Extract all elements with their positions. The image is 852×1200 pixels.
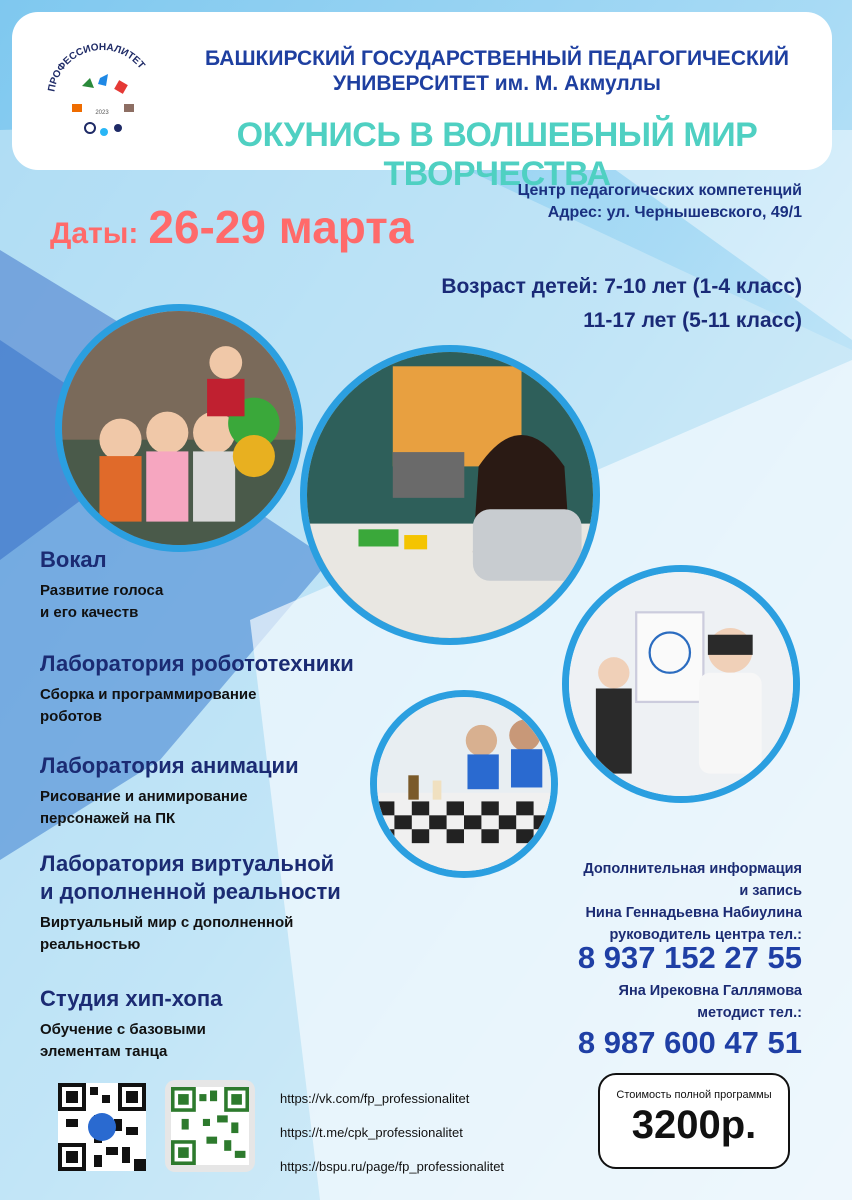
dates-label: Даты: xyxy=(50,217,139,250)
activity-desc-line: роботов xyxy=(40,708,102,725)
link-bspu[interactable]: https://bspu.ru/page/fp_professionalitet xyxy=(280,1159,505,1174)
age-info xyxy=(441,270,802,338)
activity-desc-line: Сборка и программирование xyxy=(40,686,257,703)
logo-text: ПРОФЕССИОНАЛИТЕТ xyxy=(46,41,147,93)
university-line-1: БАШКИРСКИЙ ГОСУДАРСТВЕННЫЙ ПЕДАГОГИЧЕСКИЙ xyxy=(204,47,789,70)
activity-title: Лаборатория анимации xyxy=(40,753,299,778)
link-vk[interactable]: https://vk.com/fp_professionalitet xyxy=(280,1091,470,1106)
activity-robotics xyxy=(40,650,420,728)
photo-vr-headset xyxy=(562,565,800,803)
photo-vocal-kids xyxy=(55,304,303,552)
age-line-1: Возраст детей: 7-10 лет (1-4 класс) xyxy=(441,275,802,298)
activity-description xyxy=(40,580,420,624)
contact-info xyxy=(583,858,802,946)
university-line-2: УНИВЕРСИТЕТ им. М. Акмуллы xyxy=(333,72,661,95)
activity-title xyxy=(40,850,420,906)
activity-desc-line: реальностью xyxy=(40,936,141,953)
venue-info xyxy=(518,180,802,224)
activity-desc-line: Обучение с базовыми xyxy=(40,1021,206,1038)
dates xyxy=(50,200,413,254)
activity-desc-line: Рисование и анимирование xyxy=(40,788,248,805)
activity-desc-line: и его качеств xyxy=(40,604,139,621)
dates-value: 26-29 марта xyxy=(148,201,414,253)
activity-title: Студия хип-хопа xyxy=(40,986,223,1011)
contact-person1-name: Нина Геннадьевна Набиулина xyxy=(585,905,802,921)
activity-title-line: и дополненной реальности xyxy=(40,879,341,904)
contact-intro-1: Дополнительная информация xyxy=(583,861,802,877)
link-telegram[interactable]: https://t.me/cpk_professionalitet xyxy=(280,1125,463,1140)
activity-hiphop xyxy=(40,985,420,1063)
price-label: Стоимость полной программы xyxy=(616,1089,772,1101)
contact-person1-role: руководитель центра тел.: xyxy=(609,927,802,943)
activity-title: Вокал xyxy=(40,547,107,572)
slogan: ОКУНИСЬ В ВОЛШЕБНЫЙ МИР ТВОРЧЕСТВА xyxy=(236,116,758,193)
contact-person2-role: методист тел.: xyxy=(697,1005,802,1021)
activity-desc-line: Развитие голоса xyxy=(40,582,164,599)
activity-desc-line: персонажей на ПК xyxy=(40,810,176,827)
phone-1[interactable]: 8 937 152 27 55 xyxy=(577,940,802,975)
social-links xyxy=(280,1082,504,1184)
price-box xyxy=(598,1073,790,1169)
venue-address: Адрес: ул. Чернышевского, 49/1 xyxy=(547,204,802,221)
contact-person2-name: Яна Ирековна Галлямова xyxy=(618,983,802,999)
activity-title-line: Лаборатория виртуальной xyxy=(40,851,335,876)
price-value: 3200р. xyxy=(631,1103,757,1147)
activity-vr-ar xyxy=(40,850,420,956)
svg-text:ПРОФЕССИОНАЛИТЕТ xyxy=(46,42,146,93)
phone-2[interactable]: 8 987 600 47 51 xyxy=(577,1025,802,1060)
age-line-2: 11-17 лет (5-11 класс) xyxy=(583,309,802,332)
activity-title: Лаборатория робототехники xyxy=(40,651,354,676)
logo-year: 2023 xyxy=(95,110,109,116)
activity-description xyxy=(40,684,420,728)
vk-logo-icon xyxy=(88,1113,116,1141)
professionalitet-logo xyxy=(42,34,162,154)
activity-desc-line: Виртуальный мир с дополненной xyxy=(40,914,294,931)
contact-intro-2: и запись xyxy=(739,883,802,899)
qr-code-telegram[interactable] xyxy=(165,1080,255,1172)
university-name xyxy=(172,46,822,96)
activity-desc-line: элементам танца xyxy=(40,1043,168,1060)
activity-description xyxy=(40,1019,420,1063)
contact-info-2 xyxy=(619,980,802,1024)
activity-vocal xyxy=(40,546,420,624)
venue-center: Центр педагогических компетенций xyxy=(517,182,802,199)
activity-description xyxy=(40,786,420,830)
qr-code-vk[interactable] xyxy=(58,1083,146,1171)
activity-description xyxy=(40,912,420,956)
activity-animation xyxy=(40,752,420,830)
